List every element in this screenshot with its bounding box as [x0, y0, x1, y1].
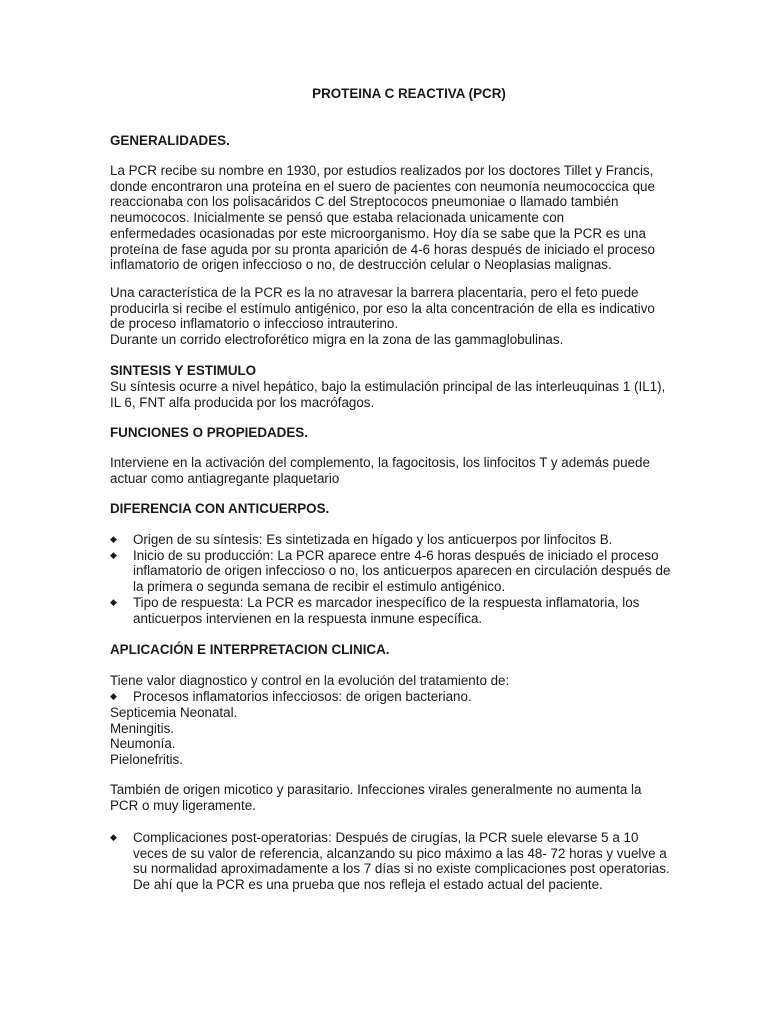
text-line: Origen de su síntesis: Es sintetizada en hígado y los anticuerpos por linfocitos B.	[133, 532, 613, 547]
text-line: de proceso inflamatorio o infeccioso intrauterino.	[110, 316, 399, 332]
text-line: proteína de fase aguda por su pronta aparición de 4-6 horas después de iniciado el proceso	[110, 241, 655, 257]
condition-item: Pielonefritis.	[110, 752, 183, 768]
condition-item: Meningitis.	[110, 720, 175, 736]
condition-item: Neumonía.	[110, 736, 176, 752]
list-item	[110, 689, 472, 705]
paragraph-funciones	[110, 455, 710, 486]
section-heading-generalidades: GENERALIDADES.	[110, 133, 230, 148]
text-line: Una característica de la PCR es la no atravesar la barrera placentaria, pero el feto puede	[110, 285, 639, 300]
text-line: Su síntesis ocurre a nivel hepático, bajo la estimulación principal de las interleuquinas 1 (IL1),	[110, 379, 666, 394]
list-conditions	[110, 705, 710, 768]
diamond-bullet-icon: ◆	[110, 534, 117, 544]
diamond-bullet-icon: ◆	[110, 549, 117, 560]
paragraph-sintesis	[110, 379, 710, 410]
text-line: enfermedades ocasionadas por este microorganismo. Hoy día se sabe que la PCR es una	[110, 225, 646, 241]
text-line: Durante un corrido electroforético migra en la zona de las gammaglobulinas.	[110, 332, 564, 348]
text-line: IL 6, FNT alfa producida por los macrófagos.	[110, 394, 375, 410]
diamond-bullet-icon: ◆	[110, 596, 117, 607]
section-heading-funciones: FUNCIONES O PROPIEDADES.	[110, 425, 308, 440]
text-line: Complicaciones post-operatorias: Después de cirugías, la PCR suele elevarse 5 a 10	[133, 830, 639, 845]
list-item	[110, 532, 670, 548]
bullet-list-diferencia	[110, 532, 670, 626]
text-line: Procesos inflamatorios infecciosos: de origen bacteriano.	[133, 689, 472, 704]
paragraph-aplicacion-intro	[110, 673, 710, 689]
paragraph-aplicacion-2	[110, 782, 710, 813]
text-line: inflamatorio de origen infeccioso o no, de destrucción celular o Neoplasias malignas.	[110, 257, 612, 273]
text-line: producirla si recibe el estímulo antigénico, por eso la alta concentración de ella es indicativo	[110, 300, 655, 316]
list-item	[110, 830, 670, 893]
paragraph-generalidades-2	[110, 285, 710, 348]
condition-item: Septicemia Neonatal.	[110, 705, 238, 720]
text-line: su normalidad aproximadamente a los 7 días si no existe complicaciones post operatorias.	[133, 861, 670, 877]
text-line: También de origen micotico y parasitario. Infecciones virales generalmente no aumenta la	[110, 782, 642, 797]
list-item	[110, 595, 670, 626]
document-title: PROTEINA C REACTIVA (PCR)	[312, 86, 506, 101]
text-line: anticuerpos intervienen en la respuesta inmune específica.	[133, 610, 483, 626]
text-line: PCR o muy ligeramente.	[110, 797, 256, 813]
diamond-bullet-icon: ◆	[110, 832, 117, 842]
section-heading-aplicacion: APLICACIÓN E INTERPRETACION CLINICA.	[110, 642, 390, 657]
diamond-bullet-icon: ◆	[110, 691, 117, 701]
text-line: La PCR recibe su nombre en 1930, por estudios realizados por los doctores Tillet y Francis,	[110, 163, 654, 178]
text-line: neumococos. Inicialmente se pensó que estaba relacionada unicamente con	[110, 210, 565, 226]
text-line: donde encontraron una proteína en el suero de pacientes con neumonía neumococcica que	[110, 178, 655, 194]
text-line: actuar como antiagregante plaquetario	[110, 470, 340, 486]
text-line: reaccionaba con los polisacáridos C del Streptococos pneumoniae o llamado también	[110, 194, 619, 210]
text-line: Tiene valor diagnostico y control en la evolución del tratamiento de:	[110, 673, 510, 688]
text-line: la primera o segunda semana de recibir el estimulo antigénico.	[133, 579, 506, 595]
text-line: Inicio de su producción: La PCR aparece entre 4-6 horas después de iniciado el proceso	[133, 547, 659, 563]
bullet-list-aplicacion-2	[110, 830, 670, 893]
section-heading-sintesis: SINTESIS Y ESTIMULO	[110, 363, 257, 378]
text-line: De ahí que la PCR es una prueba que nos refleja el estado actual del paciente.	[133, 877, 603, 893]
text-line: Tipo de respuesta: La PCR es marcador inespecífico de la respuesta inflamatoria, los	[133, 594, 640, 610]
text-line: inflamatorio de origen infeccioso o no, los anticuerpos aparecen en circulación después de	[133, 563, 671, 579]
bullet-list-aplicacion-1	[110, 689, 472, 705]
text-line: veces de su valor de referencia, alcanzando su pico máximo a las 48- 72 horas y vuelve a	[133, 845, 667, 861]
list-item	[110, 548, 670, 595]
section-heading-diferencia: DIFERENCIA CON ANTICUERPOS.	[110, 501, 330, 516]
text-line: Interviene en la activación del complemento, la fagocitosis, los linfocitos T y además puede	[110, 455, 650, 470]
paragraph-generalidades-1	[110, 163, 710, 273]
